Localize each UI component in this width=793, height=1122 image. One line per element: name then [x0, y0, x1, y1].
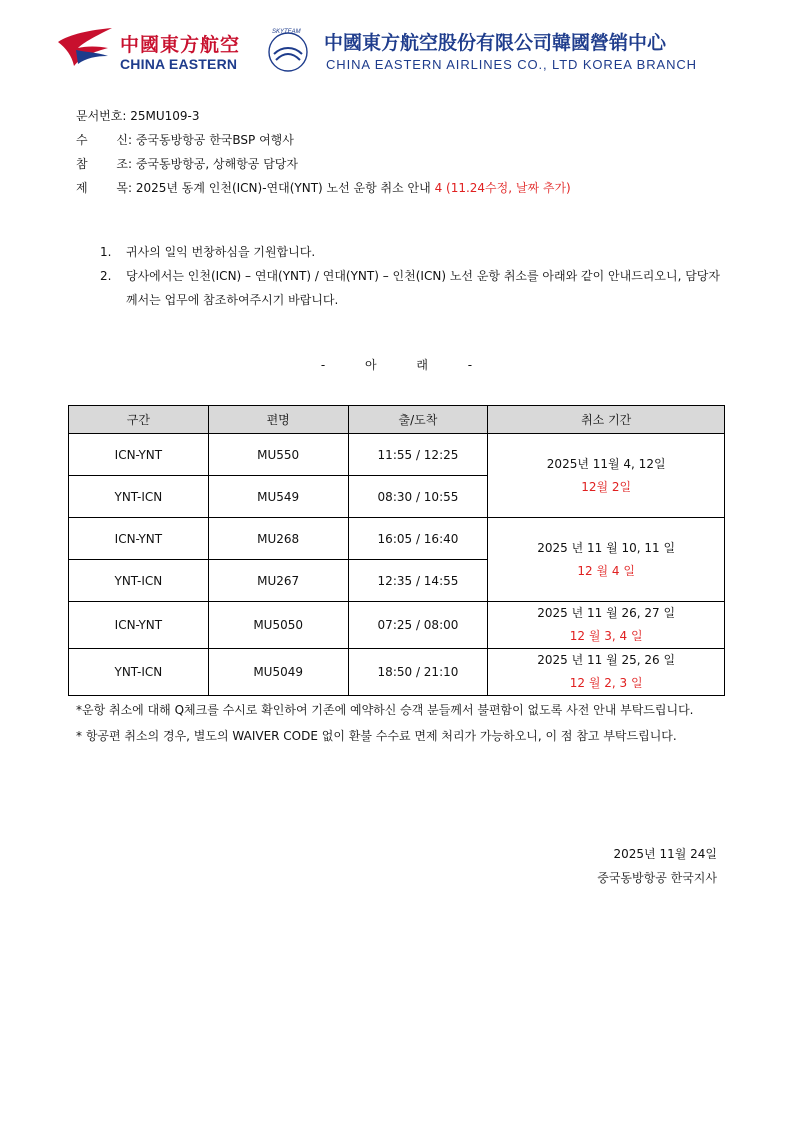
cc-row [76, 152, 571, 176]
section-title: - 아 래 - [320, 358, 473, 372]
body-list [100, 240, 720, 312]
list-item: 1. 귀사의 일익 번창하심을 기원합니다. [100, 245, 316, 259]
recipient: 중국동방항공 한국BSP 여행사 [135, 133, 294, 147]
recipient-label: 수 신: [76, 133, 132, 147]
skyteam-wordmark: SKYTEAM [272, 29, 301, 35]
cancel-period: 2025 년 11 월 10, 11 일 12 월 4 일 [488, 518, 725, 602]
recipient-row [76, 128, 571, 152]
doc-number: 25MU109-3 [130, 109, 200, 123]
table-row: ICN-YNT MU5050 07:25 / 08:00 2025 년 11 월 26, 27 일 12 월 3, 4 일 [69, 602, 725, 649]
table-header-row [69, 406, 725, 434]
notes [76, 697, 717, 749]
subject-revision: 4 (11.24수정, 날짜 추가) [434, 181, 571, 195]
cc-label: 참 조: [76, 157, 132, 171]
doc-number-label: 문서번호: [76, 109, 127, 123]
table-row: ICN-YNT MU550 11:55 / 12:25 2025년 11월 4, 12일 12월 2일 [69, 434, 725, 476]
document-meta [76, 104, 571, 200]
signoff-date: 2025년 11월 24일 [613, 847, 717, 861]
letterhead [56, 24, 726, 80]
branch-name-chinese: 中國東方航空股份有限公司韓國營销中心 [324, 32, 667, 54]
subject-row [76, 176, 571, 200]
cc: 중국동방항공, 상해항공 담당자 [135, 157, 298, 171]
cancel-period: 2025 년 11 월 26, 27 일 12 월 3, 4 일 [488, 602, 725, 649]
table-row: ICN-YNT MU268 16:05 / 16:40 2025 년 11 월 10, 11 일 12 월 4 일 [69, 518, 725, 560]
header-flight: 편명 [208, 406, 348, 434]
header-period: 취소 기간 [488, 406, 725, 434]
cancellation-table [68, 405, 725, 696]
note-qcheck: *운항 취소에 대해 Q체크를 수시로 확인하여 기존에 예약하신 승객 분들께서 불편함이 없도록 사전 안내 부탁드립니다. [76, 703, 694, 717]
doc-number-row [76, 104, 571, 128]
skyteam-logo-icon [262, 24, 314, 76]
table-row: YNT-ICN MU549 08:30 / 10:55 [69, 476, 725, 518]
signoff [597, 842, 717, 890]
header-time: 출/도착 [348, 406, 488, 434]
brand-name-chinese: 中國東方航空 [120, 34, 241, 56]
signoff-org: 중국동방항공 한국지사 [597, 871, 717, 885]
cancel-period: 2025년 11월 4, 12일 12월 2일 [488, 434, 725, 518]
branch-name-english: CHINA EASTERN AIRLINES CO., LTD KOREA BRANCH [326, 57, 697, 72]
list-item: 2. 당사에서는 인천(ICN) – 연대(YNT) / 연대(YNT) – 인천(ICN) 노선 운항 취소를 아래와 같이 안내드리오니, 담당자께서는 업무에 참조하여주시기 바랍니다. [100, 269, 720, 307]
brand-name-english: CHINA EASTERN [120, 56, 238, 72]
header-route: 구간 [69, 406, 209, 434]
table-row: YNT-ICN MU5049 18:50 / 21:10 2025 년 11 월 25, 26 일 12 월 2, 3 일 [69, 649, 725, 696]
subject: 2025년 동계 인천(ICN)-연대(YNT) 노선 운항 취소 안내 [135, 181, 431, 195]
table-row: YNT-ICN MU267 12:35 / 14:55 [69, 560, 725, 602]
china-eastern-swallow-logo-icon [56, 26, 114, 72]
subject-label: 제 목: [76, 181, 132, 195]
cancel-period: 2025 년 11 월 25, 26 일 12 월 2, 3 일 [488, 649, 725, 696]
note-waiver: * 항공편 취소의 경우, 별도의 WAIVER CODE 없이 환불 수수료 면제 처리가 가능하오니, 이 점 참고 부탁드립니다. [76, 729, 677, 743]
